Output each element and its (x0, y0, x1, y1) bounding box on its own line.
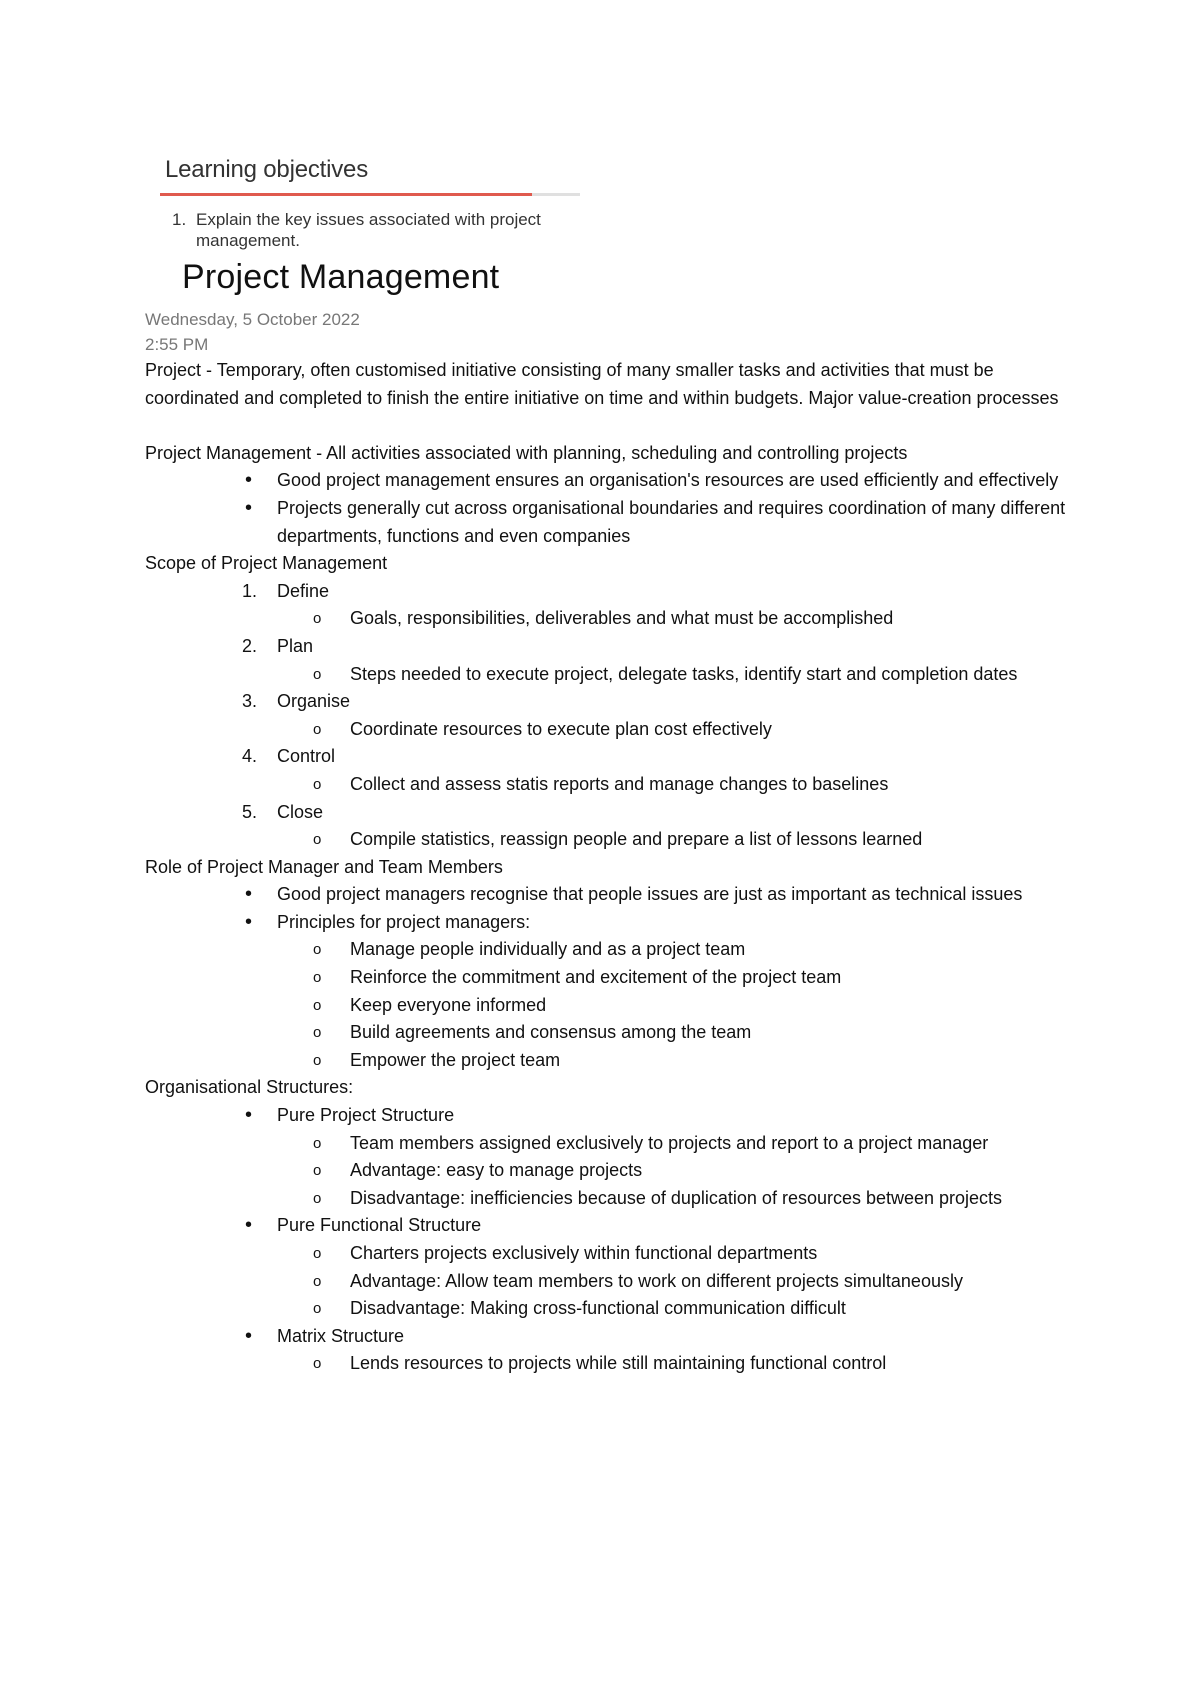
step-number: 2. (242, 635, 258, 656)
list-item (145, 992, 1075, 1020)
list-item (145, 964, 1075, 992)
sub-bullet-marker: o (313, 665, 322, 683)
list-item-text: Good project managers recognise that people issues are just as important as technical issues (277, 884, 1023, 905)
blank-line (145, 412, 1075, 440)
note-time: 2:55 PM (145, 335, 209, 354)
learning-objective-text: Explain the key issues associated with project management. (196, 210, 541, 250)
bullet-marker: • (245, 883, 253, 906)
bullet-marker: • (245, 469, 253, 492)
step-detail: Collect and assess statis reports and manage changes to baselines (350, 773, 889, 794)
step-detail: Goals, responsibilities, deliverables and what must be accomplished (350, 608, 894, 629)
list-item (145, 771, 1075, 799)
list-item (145, 495, 1075, 550)
step-number: 4. (242, 746, 258, 767)
sub-bullet-marker: o (313, 831, 322, 849)
structure-name: Pure Project Structure (277, 1105, 455, 1126)
list-item (145, 743, 1075, 771)
bullet-marker: • (245, 496, 253, 519)
list-item (145, 1268, 1075, 1296)
list-item (145, 605, 1075, 633)
list-item (145, 1350, 1075, 1378)
list-item (145, 1157, 1075, 1185)
list-item (145, 881, 1075, 909)
sub-bullet-marker: o (313, 1162, 322, 1180)
list-item (145, 1240, 1075, 1268)
bullet-marker: • (245, 1214, 253, 1237)
list-item (145, 688, 1075, 716)
structure-point: Disadvantage: inefficiencies because of duplication of resources between projects (350, 1187, 1003, 1208)
list-item-text: Good project management ensures an organisation's resources are used efficiently and effectively (277, 470, 1059, 491)
pm-bullet-list (145, 467, 1075, 550)
sub-bullet-marker: o (313, 1300, 322, 1318)
structure-point: Charters projects exclusively within functional departments (350, 1243, 818, 1263)
list-item (145, 1295, 1075, 1323)
sub-bullet-marker: o (313, 1134, 322, 1152)
list-item (145, 909, 1075, 937)
roles-list (145, 881, 1075, 1074)
list-item-text: Projects generally cut across organisational boundaries and requires coordination of many different departments, functions and even companies (277, 497, 1066, 546)
structure-point: Disadvantage: Making cross-functional communication difficult (350, 1298, 846, 1319)
step-label: Define (277, 580, 330, 601)
sub-bullet-marker: o (313, 610, 322, 628)
step-label: Control (277, 746, 336, 767)
structure-point: Team members assigned exclusively to projects and report to a project manager (350, 1132, 989, 1153)
principle-text: Keep everyone informed (350, 994, 547, 1015)
sub-bullet-marker: o (313, 996, 322, 1014)
sub-bullet-marker: o (313, 1189, 322, 1207)
scope-heading: Scope of Project Management (145, 553, 388, 574)
note-date: Wednesday, 5 October 2022 (145, 310, 360, 329)
org-structures-heading: Organisational Structures: (145, 1077, 354, 1098)
page-title: Project Management (182, 258, 500, 296)
structure-point: Lends resources to projects while still maintaining functional control (350, 1353, 887, 1374)
step-detail: Coordinate resources to execute plan cost effectively (350, 718, 772, 739)
principle-text: Build agreements and consensus among the team (350, 1022, 752, 1043)
principle-text: Empower the project team (350, 1049, 561, 1070)
bullet-marker: • (245, 1324, 253, 1347)
list-item (145, 467, 1075, 495)
list-item-text: Principles for project managers: (277, 911, 531, 932)
structure-name: Pure Functional Structure (277, 1215, 482, 1236)
project-definition: Project - Temporary, often customised initiative consisting of many smaller tasks and activities that must be coordinated and completed to finish the entire initiative on time and within budgets. Major value-creation processes (145, 360, 1059, 408)
sub-bullet-marker: o (313, 1245, 322, 1262)
list-item (145, 716, 1075, 744)
list-item (145, 826, 1075, 854)
list-item (145, 936, 1075, 964)
sub-bullet-marker: o (313, 941, 322, 959)
learning-objective-number: 1. (172, 210, 187, 229)
list-item (145, 633, 1075, 661)
structure-point: Advantage: easy to manage projects (350, 1160, 643, 1181)
sub-bullet-marker: o (313, 720, 322, 738)
step-detail: Steps needed to execute project, delegate tasks, identify start and completion dates (350, 663, 1018, 684)
list-item (145, 1323, 1075, 1351)
principle-text: Manage people individually and as a project team (350, 939, 746, 960)
learning-objective-item (172, 209, 592, 251)
structure-name: Matrix Structure (277, 1325, 405, 1346)
list-item (145, 1047, 1075, 1075)
step-number: 5. (242, 801, 258, 822)
sub-bullet-marker: o (313, 1051, 322, 1069)
sub-bullet-marker: o (313, 775, 322, 793)
step-label: Plan (277, 635, 314, 656)
step-number: 3. (242, 691, 258, 712)
step-label: Close (277, 801, 324, 822)
org-structures-list (145, 1102, 1075, 1378)
list-item (145, 1130, 1075, 1158)
learning-objectives-title: Learning objectives (165, 156, 369, 183)
list-item (145, 1019, 1075, 1047)
principle-text: Reinforce the commitment and excitement of the project team (350, 967, 842, 988)
scope-step-list (145, 578, 1075, 854)
list-item (145, 578, 1075, 606)
step-label: Organise (277, 691, 351, 712)
sub-bullet-marker: o (313, 1355, 322, 1373)
list-item (145, 661, 1075, 689)
list-item (145, 1185, 1075, 1213)
project-management-definition: Project Management - All activities associated with planning, scheduling and controlling projects (145, 442, 908, 463)
list-item (145, 1102, 1075, 1130)
sub-bullet-marker: o (313, 1024, 322, 1042)
step-detail: Compile statistics, reassign people and prepare a list of lessons learned (350, 829, 923, 850)
bullet-marker: • (245, 1104, 253, 1127)
note-body (145, 357, 1075, 1378)
learning-objectives-rule-accent (160, 193, 532, 196)
roles-heading: Role of Project Manager and Team Members (145, 856, 503, 877)
sub-bullet-marker: o (313, 1272, 322, 1290)
sub-bullet-marker: o (313, 969, 322, 987)
structure-point: Advantage: Allow team members to work on different projects simultaneously (350, 1270, 963, 1291)
list-item (145, 799, 1075, 827)
step-number: 1. (242, 580, 258, 601)
list-item (145, 1212, 1075, 1240)
learning-objectives-rule (160, 193, 580, 196)
bullet-marker: • (245, 910, 253, 933)
